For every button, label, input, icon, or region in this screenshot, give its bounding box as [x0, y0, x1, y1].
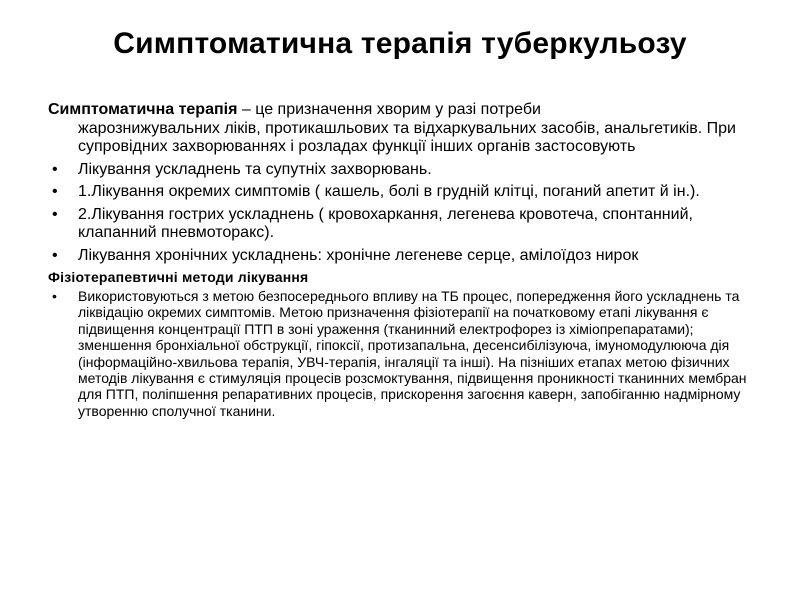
- slide-title: Симптоматична терапія туберкульозу: [113, 27, 687, 60]
- bullet-icon: •: [52, 288, 57, 304]
- list-item: [48, 247, 758, 266]
- bullet-icon: •: [52, 205, 58, 223]
- bullet-icon: •: [52, 183, 58, 200]
- list-item: [48, 288, 758, 419]
- list-item: [48, 206, 758, 243]
- bullet-icon: •: [52, 246, 58, 264]
- physiotherapy-subheading: Фізіотерапевтичні методи лікування: [48, 269, 309, 285]
- bullet-icon: •: [52, 160, 58, 178]
- list-item-text: 1.Лікування окремих симптомів ( кашель, болі в грудній клітці, поганий апетит й ін.).: [78, 183, 700, 200]
- intro-text-rest: жарознижувальних ліків, протикашльових та відхаркувальних засобів, анальгетиків. При супровідних захворюваннях і розладах функції інших органів застосовують: [78, 119, 736, 155]
- slide-content: [48, 101, 758, 419]
- list-item-text: Використовуються з метою безпосереднього впливу на ТБ процес, попередження його ускладнень та ліквідацію окремих симптомів. Метою призначення фізіотерапії на початковому етапі лікування є підвищення концентрації ПТП в зоні ураження (тканинний електрофорез із хіміопрепаратами); зменшення бронхіальної обструкції, гіпоксії, протизапальна, десенсибілізуюча, імуномодулююча дія (інформаційно-хвильова терапія, УВЧ-терапія, інгаляції та інші). На пізніших етапах метою фізичних методів лікування є стимуляція процесів розсмоктування, підвищення проникності тканинних мембран для ПТП, поліпшення репаративних процесів, прискорення загоєння каверн, запобіганню надмірному утворенню сполучної тканини.: [78, 288, 747, 419]
- intro-text-line1: – це призначення хворим у разі потреби: [237, 101, 541, 118]
- list-item-text: Лікування хронічних ускладнень: хронічне легеневе серце, амілоїдоз нирок: [78, 246, 639, 264]
- symptom-treatment-list: [48, 161, 758, 266]
- list-item: [48, 183, 758, 202]
- list-item: [48, 161, 758, 180]
- list-item-text: Лікування ускладнень та супутніх захворювань.: [78, 160, 432, 178]
- list-item-text: 2.Лікування гострих ускладнень ( кровохаркання, легенева кровотеча, спонтанний, клапанний пневмоторакс).: [78, 205, 693, 241]
- physiotherapy-list: [48, 288, 758, 419]
- intro-term: Симптоматична терапія: [48, 101, 238, 118]
- intro-paragraph: [48, 101, 758, 157]
